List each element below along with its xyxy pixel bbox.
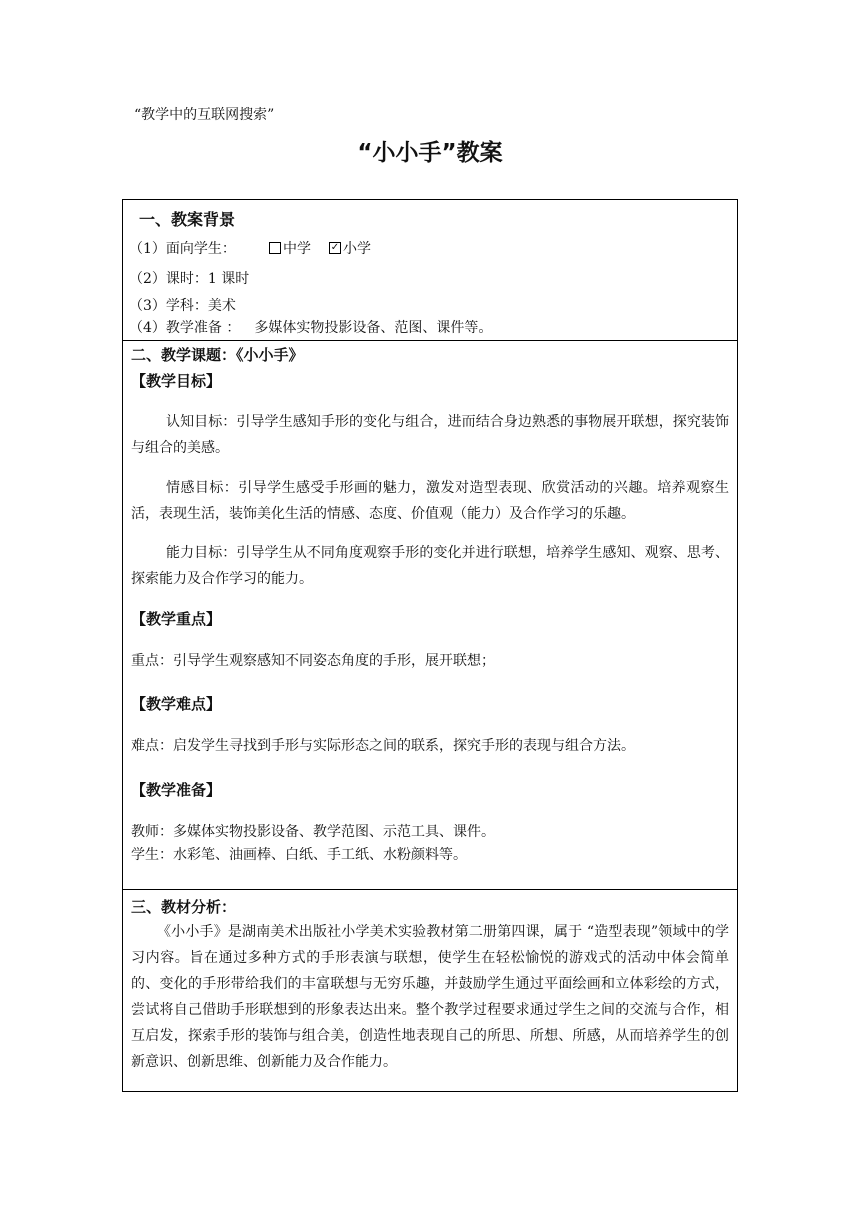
- prep-label: （4）教学准备 ：: [129, 320, 241, 336]
- difficulty-text: 难点：启发学生寻找到手形与实际形态之间的联系，探究手形的表现与组合方法。: [131, 738, 635, 754]
- section-background: [123, 200, 737, 341]
- lesson-plan-table: [122, 199, 738, 1092]
- option-primary-school[interactable]: [329, 241, 371, 257]
- goals-heading: 【教学目标】: [131, 372, 222, 390]
- section-heading: 一、教案背景: [139, 210, 236, 229]
- analysis-heading: 三、教材分析：: [131, 898, 237, 916]
- topic-heading: 二、教学课题：《小小手》: [131, 346, 304, 364]
- header-note: “教学中的互联网搜索”: [134, 107, 275, 123]
- prep-value: 多媒体实物投影设备、范图、课件等。: [254, 320, 493, 336]
- prep-teacher: 教师：多媒体实物投影设备、教学范图、示范工具、课件。: [131, 824, 495, 840]
- document-title: “小小手”教案: [357, 140, 503, 166]
- students-label: （1）面向学生：: [129, 241, 236, 257]
- option-middle-school[interactable]: [269, 241, 311, 257]
- checkbox-middle[interactable]: [269, 242, 281, 254]
- goal-ability: 能力目标：引导学生从不同角度观察手形的变化并进行联想，培养学生感知、观察、思考、探索能力及合作学习的能力。: [131, 545, 729, 587]
- focus-text: 重点：引导学生观察感知不同姿态角度的手形，展开联想；: [131, 653, 495, 669]
- section-analysis: [123, 890, 737, 1092]
- subject: （3）学科：美术: [129, 298, 236, 314]
- analysis-text: 《小小手》是湖南美术出版社小学美术实验教材第二册第四课，属于 “造型表现”领域中的学习内容。旨在通过多种方式的手形表演与联想，使学生在轻松愉悦的游戏式的活动中体会简单的、变化的手形带给我们的丰富联想与无穷乐趣，并鼓励学生通过平面绘画和立体彩绘的方式，尝试将自己借助手形联想到的形象表达出来。整个教学过程要求通过学生之间的交流与合作，相互启发，探索手形的装饰与组合美，创造性地表现自己的所思、所想、所感，从而培养学生的创新意识、创新思维、创新能力及合作能力。: [131, 924, 729, 1070]
- section-topic: [123, 341, 737, 890]
- teaching-prep: [129, 320, 492, 336]
- option-label: 小学: [343, 241, 371, 257]
- goal-emotional: 情感目标：引导学生感受手形画的魅力，激发对造型表现、欣赏活动的兴趣。培养观察生活，表现生活，装饰美化生活的情感、态度、价值观（能力）及合作学习的乐趣。: [131, 480, 729, 522]
- prep-student: 学生：水彩笔、油画棒、白纸、手工纸、水粉颜料等。: [131, 847, 467, 863]
- goal-cognitive: 认知目标：引导学生感知手形的变化与组合，进而结合身边熟悉的事物展开联想，探究装饰与组合的美感。: [131, 414, 729, 456]
- difficulty-heading: 【教学难点】: [131, 695, 222, 713]
- focus-heading: 【教学重点】: [131, 610, 222, 628]
- lesson-hours: （2）课时：1 课时: [129, 271, 250, 287]
- checkbox-primary[interactable]: [329, 242, 341, 254]
- prep-heading: 【教学准备】: [131, 781, 222, 799]
- option-label: 中学: [283, 241, 311, 257]
